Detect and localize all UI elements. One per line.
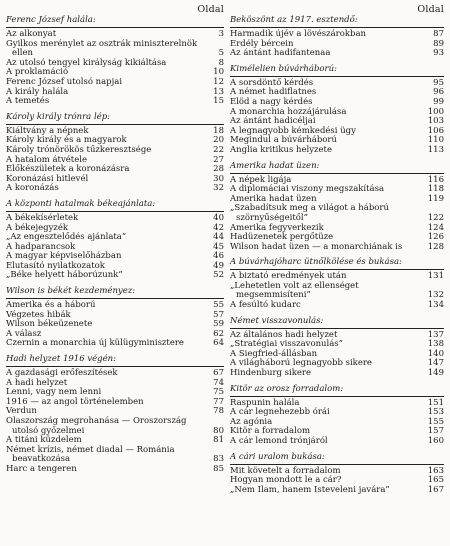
- entry-title: Gyilkos merénylet az osztrák miniszterelnök ellen: [6, 38, 198, 59]
- entry-title: A Siegfried-állásban: [230, 348, 318, 359]
- entry-title: Lenni, vagy nem lenni: [6, 387, 102, 398]
- entry-page: 89: [433, 38, 444, 49]
- entry-page: 100: [427, 106, 444, 117]
- entry-page: 22: [213, 144, 224, 155]
- section-rule: [6, 211, 224, 212]
- entry-page: 83: [213, 454, 224, 465]
- left-header: [6, 4, 224, 15]
- entry-page: 163: [427, 465, 444, 476]
- entry-page: 153: [427, 407, 444, 418]
- toc-entry: [6, 465, 224, 475]
- section-rule: [230, 464, 444, 465]
- entry-title: Amerika és a háború: [6, 300, 96, 311]
- toc-entry: [6, 398, 224, 408]
- entry-page: 45: [213, 241, 224, 252]
- entry-title: A népek ligája: [230, 174, 292, 185]
- entry-page: 155: [427, 416, 444, 427]
- entry-title: Wilson hadat üzen — a monarchiának is: [230, 241, 403, 252]
- section-title: Német visszavonulás:: [230, 315, 324, 326]
- entry-page: 99: [433, 96, 444, 107]
- entry-page: 160: [427, 436, 444, 446]
- entry-title: „Az engesztelődés ajánlata”: [6, 232, 127, 243]
- section-title: Károly király trónra lép:: [6, 111, 111, 122]
- entry-title: Harmadik újév a lövészárokban: [230, 29, 366, 39]
- entry-title: Károly király és a magyarok: [6, 135, 127, 146]
- entry-page: 30: [213, 173, 224, 184]
- section-title: Kimélelien búvárháború:: [230, 63, 337, 74]
- entry-page: 134: [427, 300, 444, 311]
- page-column-label: Oldal: [417, 4, 444, 15]
- entry-title: Károly trónörökös tűzkeresztsége: [6, 144, 152, 155]
- entry-page: 5: [218, 48, 224, 59]
- entry-page: 118: [427, 184, 444, 195]
- entry-page: 95: [433, 77, 444, 88]
- section-title: Kitör az orosz forradalom:: [230, 383, 344, 394]
- entry-page: 62: [213, 328, 224, 339]
- entry-title: A titáni küzdelem: [6, 435, 82, 446]
- entry-title: Harc a tengeren: [6, 463, 77, 474]
- entry-title: Erdély bércein: [230, 38, 294, 49]
- section-rule: [230, 76, 444, 77]
- entry-title: Kitör a forradalom: [230, 426, 310, 437]
- entry-title: A koronázás: [6, 183, 59, 194]
- section-title: Amerika hadat üzen:: [230, 160, 320, 171]
- entry-title: Czernin a monarchia új külügyminisztere: [6, 338, 184, 349]
- entry-page: 138: [427, 339, 444, 350]
- entry-title: Végzetes hibák: [6, 309, 71, 320]
- entry-title: A biztató eredmények után: [230, 271, 347, 282]
- entry-title: A békejegyzék: [6, 222, 69, 233]
- entry-page: 81: [213, 435, 224, 446]
- entry-title: Anglia kritikus helyzete: [230, 144, 332, 155]
- left-column: [6, 4, 224, 475]
- entry-title: Megindul a búvárháború: [230, 135, 337, 146]
- entry-title: Hadüzenetek pergőtüze: [230, 232, 334, 243]
- toc-entry: [230, 369, 444, 379]
- entry-page: 40: [213, 212, 224, 223]
- left-sections: [6, 15, 224, 475]
- entry-title: A legnagyobb kémkedési ügy: [230, 125, 356, 136]
- entry-page: 27: [213, 154, 224, 165]
- entry-page: 75: [213, 387, 224, 398]
- entry-page: 149: [427, 368, 444, 379]
- entry-title: „Szabadítsuk meg a világot a háború szörnyűségeitől”: [230, 203, 389, 223]
- entry-page: 64: [213, 338, 224, 349]
- section-rule: [6, 124, 224, 125]
- entry-title: Az agónia: [230, 416, 273, 427]
- entry-title: A hatalom átvétele: [6, 154, 87, 165]
- entry-page: 74: [213, 377, 224, 388]
- entry-title: A magyar képviselőházban: [6, 251, 122, 262]
- entry-page: 52: [213, 270, 224, 281]
- entry-page: 157: [427, 426, 444, 437]
- entry-page: 3: [218, 29, 224, 39]
- toc-entry: [230, 146, 444, 156]
- toc-entry: [6, 271, 224, 281]
- entry-page: 93: [433, 48, 444, 59]
- entry-title: A sorsdöntő kérdés: [230, 77, 314, 88]
- right-column: [230, 4, 444, 495]
- entry-page: 13: [213, 86, 224, 97]
- entry-page: 85: [213, 463, 224, 474]
- entry-page: 126: [427, 232, 444, 243]
- toc-entry: [6, 446, 224, 465]
- entry-page: 49: [213, 260, 224, 271]
- entry-title: A diplomáciai viszony megszakítása: [230, 184, 385, 195]
- toc-entry: [6, 339, 224, 349]
- right-header: [230, 4, 444, 15]
- entry-page: 15: [213, 96, 224, 107]
- entry-title: „Stratégiai visszavonulás”: [230, 339, 344, 350]
- entry-title: A temetés: [6, 96, 50, 107]
- right-sections: [230, 15, 444, 495]
- section-rule: [6, 298, 224, 299]
- entry-page: 167: [427, 484, 444, 495]
- entry-title: A világháború legnagyobb sikere: [230, 358, 372, 369]
- toc-entry: [230, 49, 444, 59]
- entry-page: 8: [218, 57, 224, 68]
- entry-title: A válasz: [6, 328, 42, 339]
- entry-title: A gazdasági erőfeszítések: [6, 368, 118, 379]
- entry-page: 113: [427, 144, 444, 155]
- entry-title: Az ántánt hadifantenaa: [230, 48, 331, 59]
- section-title: A búvárhajóharc ütnőlkölése és bukása:: [230, 257, 402, 268]
- entry-page: 131: [427, 271, 444, 282]
- section-rule: [230, 173, 444, 174]
- entry-title: A cár legnehezebb órái: [230, 407, 330, 418]
- entry-page: 80: [213, 425, 224, 436]
- entry-page: 12: [213, 76, 224, 87]
- entry-title: Olaszország megrohanása — Oroszország utolsó győzelmei: [6, 416, 187, 436]
- toc-entry: [230, 243, 444, 253]
- section-rule: [230, 27, 444, 28]
- entry-title: Hindenburg sikere: [230, 368, 312, 379]
- toc-entry: [6, 40, 224, 59]
- entry-page: 42: [213, 222, 224, 233]
- entry-page: 77: [213, 396, 224, 407]
- entry-title: A proklamáció: [6, 67, 69, 78]
- entry-title: Verdun: [6, 406, 37, 417]
- entry-title: Az ántánt hadicéljai: [230, 116, 316, 127]
- entry-page: 57: [213, 309, 224, 320]
- entry-page: 18: [213, 125, 224, 136]
- entry-page: 151: [427, 397, 444, 408]
- entry-title: Elöd a nagy kérdés: [230, 96, 313, 107]
- entry-title: Az alkonyat: [6, 29, 57, 39]
- entry-title: Koronázási hitlevél: [6, 173, 89, 184]
- entry-title: Előkészületek a koronázásra: [6, 164, 130, 175]
- entry-page: 110: [427, 135, 444, 146]
- entry-page: 59: [213, 319, 224, 330]
- section-rule: [6, 27, 224, 28]
- entry-title: A király halála: [6, 86, 69, 97]
- section-title: Hadi helyzet 1916 végén:: [6, 354, 116, 365]
- entry-title: Mit követelt a forradalom: [230, 465, 341, 476]
- entry-page: 44: [213, 232, 224, 243]
- section-rule: [230, 328, 444, 329]
- section-rule: [6, 366, 224, 367]
- toc-entry: [6, 184, 224, 194]
- entry-title: A békekísérletek: [6, 212, 79, 223]
- toc-entry: [230, 204, 444, 223]
- entry-page: 32: [213, 183, 224, 194]
- section-title: Wilson is békét kezdeményez:: [6, 286, 136, 297]
- entry-page: 116: [427, 174, 444, 185]
- entry-page: 106: [427, 125, 444, 136]
- entry-title: Amerika hadat üzen: [230, 193, 317, 204]
- entry-title: Wilson békeüzenete: [6, 319, 93, 330]
- entry-title: A hadi helyzet: [6, 377, 68, 388]
- entry-title: „Lehetetlen volt az ellenséget megsemmisíteni”: [230, 280, 359, 301]
- entry-page: 46: [213, 251, 224, 262]
- page-column-label: Oldal: [197, 4, 224, 15]
- section-rule: [230, 396, 444, 397]
- entry-page: 55: [213, 300, 224, 311]
- entry-title: Hogyan mondott le a cár?: [230, 475, 342, 486]
- section-title: Ferenc József halála:: [6, 15, 96, 25]
- entry-page: 140: [427, 348, 444, 359]
- entry-page: 96: [433, 87, 444, 98]
- entry-page: 128: [427, 241, 444, 252]
- entry-page: 165: [427, 475, 444, 486]
- entry-title: A német hadiflatnes: [230, 87, 317, 98]
- entry-page: 137: [427, 329, 444, 340]
- entry-title: „Nem Ilam, hanem Isteveleni javára”: [230, 484, 390, 495]
- entry-page: 28: [213, 164, 224, 175]
- entry-page: 67: [213, 368, 224, 379]
- toc-entry: [6, 417, 224, 436]
- entry-page: 103: [427, 116, 444, 127]
- entry-title: Német krízis, német diadal — Románia beavatkozása: [6, 444, 175, 465]
- entry-page: 122: [427, 212, 444, 223]
- entry-title: Amerika fegyverkezik: [230, 222, 324, 233]
- entry-title: 1916 — az angol történelemben: [6, 396, 144, 407]
- entry-title: A fesúltó kudarc: [230, 300, 301, 311]
- entry-title: „Béke helyett háborúzunk”: [6, 270, 123, 281]
- entry-page: 87: [433, 29, 444, 39]
- entry-title: Az általános hadi helyzet: [230, 329, 338, 340]
- toc-entry: [230, 282, 444, 301]
- entry-page: 124: [427, 222, 444, 233]
- entry-title: Raspunin halála: [230, 397, 300, 408]
- toc-entry: [6, 97, 224, 107]
- entry-title: Elutasító nyilatkozatok: [6, 260, 105, 271]
- toc-entry: [230, 301, 444, 311]
- entry-title: A hadparancsok: [6, 241, 76, 252]
- entry-title: A monarchia hozzájárulása: [230, 106, 347, 117]
- section-title: A központi hatalmak békeajánlata:: [6, 198, 156, 209]
- entry-title: A cár lemond trónjáról: [230, 436, 328, 446]
- toc-entry: [230, 486, 444, 496]
- entry-page: 78: [213, 406, 224, 417]
- entry-page: 119: [427, 193, 444, 204]
- toc-entry: [230, 437, 444, 447]
- entry-page: 20: [213, 135, 224, 146]
- section-title: Beköszönt az 1917. esztendő:: [230, 15, 358, 25]
- entry-title: Az utolsó tengyel királyság kikiáltása: [6, 57, 167, 68]
- entry-page: 132: [427, 290, 444, 301]
- entry-page: 147: [427, 358, 444, 369]
- entry-title: Kiáltvány a népnek: [6, 125, 89, 136]
- section-title: A cári uralom bukása:: [230, 451, 325, 462]
- entry-page: 10: [213, 67, 224, 78]
- entry-title: Ferenc József utolsó napjai: [6, 76, 123, 87]
